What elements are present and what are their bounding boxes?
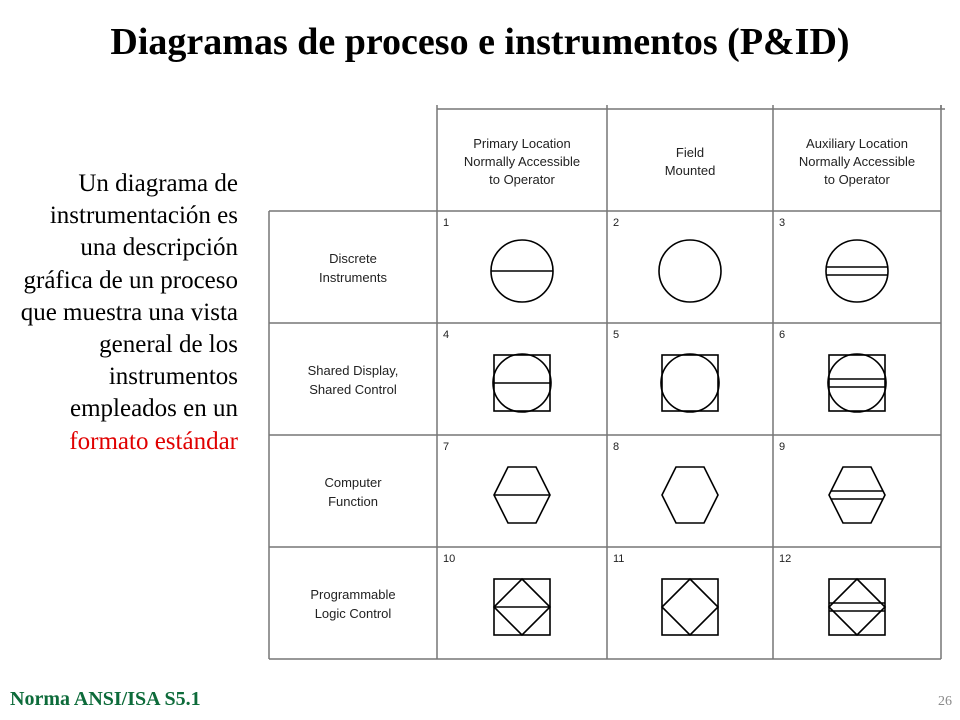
column-header-line: Normally Accessible bbox=[463, 154, 581, 169]
row-label-line: Programmable bbox=[310, 587, 396, 602]
column-header-line: Auxiliary Location bbox=[806, 136, 908, 151]
cell-number: 12 bbox=[779, 553, 792, 565]
column-header-line: to Operator bbox=[824, 172, 890, 187]
row-label-line: Logic Control bbox=[314, 606, 392, 621]
cell-number: 9 bbox=[779, 441, 786, 453]
row-label-line: Computer bbox=[324, 475, 382, 490]
square-diamond-double-line-symbol bbox=[829, 579, 885, 635]
column-header-line: Primary Location bbox=[473, 136, 571, 151]
description-text bbox=[10, 168, 238, 458]
row-label-line: Shared Control bbox=[309, 382, 397, 397]
circle-double-line-symbol bbox=[826, 240, 888, 302]
column-header-line: to Operator bbox=[489, 172, 555, 187]
hexagon-single-line-symbol bbox=[494, 467, 550, 523]
column-header-line: Mounted bbox=[664, 163, 716, 178]
column-header-line: Field bbox=[675, 145, 705, 160]
standard-reference: Norma ANSI/ISA S5.1 bbox=[10, 688, 201, 710]
row-label-line: Function bbox=[328, 494, 378, 509]
row-label-line: Instruments bbox=[319, 270, 387, 285]
row-label-line: Discrete bbox=[329, 251, 377, 266]
cell-number: 8 bbox=[613, 441, 620, 453]
hexagon-double-line-symbol bbox=[829, 467, 885, 523]
cell-number: 4 bbox=[443, 329, 450, 341]
cell-number: 2 bbox=[613, 217, 620, 229]
cell-number: 6 bbox=[779, 329, 786, 341]
square-circle-single-line-symbol bbox=[493, 354, 551, 412]
slide-title: Diagramas de proceso e instrumentos (P&ID) bbox=[110, 21, 850, 63]
cell-number: 3 bbox=[779, 217, 786, 229]
cell-number: 1 bbox=[443, 217, 450, 229]
row-label-line: Shared Display, bbox=[307, 363, 399, 378]
slide-number: 26 bbox=[938, 694, 952, 709]
description-highlight: formato estándar bbox=[69, 427, 238, 455]
cell-number: 11 bbox=[613, 553, 625, 565]
instrument-symbol-table bbox=[265, 105, 945, 665]
column-header-line: Normally Accessible bbox=[798, 154, 916, 169]
square-circle-double-line-symbol bbox=[828, 354, 886, 412]
square-circle-symbol bbox=[661, 354, 719, 412]
symbol-table-grid bbox=[265, 105, 945, 665]
hexagon-symbol bbox=[662, 467, 718, 523]
cell-number: 10 bbox=[443, 553, 456, 565]
circle-single-line-symbol bbox=[491, 240, 553, 302]
square-diamond-symbol bbox=[662, 579, 718, 635]
cell-number: 7 bbox=[443, 441, 450, 453]
square-diamond-single-line-symbol bbox=[494, 579, 550, 635]
circle-symbol bbox=[659, 240, 721, 302]
cell-number: 5 bbox=[613, 329, 620, 341]
description-body: Un diagrama de instrumentación es una descripción gráfica de un proceso que muestra una vista general de los instrumentos empleados en un bbox=[20, 170, 238, 423]
